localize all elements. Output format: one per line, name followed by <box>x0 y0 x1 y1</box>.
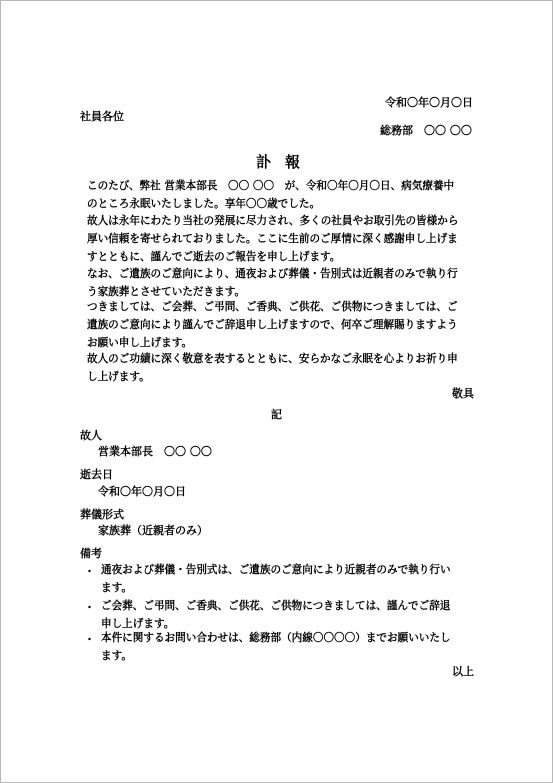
sender: 総務部 〇〇 〇〇 <box>380 124 472 137</box>
ki-heading: 記 <box>271 408 282 421</box>
date-label: 逝去日 <box>80 468 113 481</box>
paragraph-1 <box>87 177 477 213</box>
notes-item-line: ます。 <box>101 582 132 594</box>
notes-item-line: 本件に関するお問い合わせは、総務部（内線〇〇〇〇）までお願いいたし <box>101 632 451 644</box>
notes-item-line: ます。 <box>101 650 132 662</box>
paragraph-line: のところ永眠いたしました。享年〇〇歳でした。 <box>87 198 321 210</box>
paragraph-line: なお、ご遺族のご意向により、通夜および葬儀・告別式は近親者のみで執り行 <box>87 268 458 280</box>
paragraph-line: すとともに、謹んでご逝去のご報告を申し上げます。 <box>87 251 341 263</box>
notes-item <box>101 597 481 633</box>
paragraph-4 <box>87 298 477 352</box>
notes-item <box>101 629 481 665</box>
paragraph-line: し上げます。 <box>87 371 150 383</box>
notes-item-line: 通夜および葬儀・告別式は、ご遺族のご意向により近親者のみで執り行い <box>101 564 451 576</box>
paragraph-3 <box>87 265 477 301</box>
notes-item-line: 申し上げます。 <box>101 618 175 630</box>
paragraph-5 <box>87 350 477 386</box>
ijou-end: 以上 <box>452 665 474 678</box>
paragraph-line: このたび、弊社 営業本部長 〇〇 〇〇 が、令和〇年〇月〇日、病気療養中 <box>87 180 455 192</box>
paragraph-line: 遺族のご意向により謹んでご辞退申し上げますので、何卒ご理解賜りますよう <box>87 319 458 331</box>
paragraph-line: つきましては、ご会葬、ご弔問、ご香典、ご供花、ご供物につきましては、ご <box>87 301 458 313</box>
paragraph-line: 厚い信頼を寄せられておりました。ここに生前のご厚情に深く感謝申し上げま <box>87 233 458 245</box>
paragraph-line: 故人は永年にわたり当社の発展に尽力され、多くの社員やお取引先の皆様から <box>87 215 459 227</box>
notes-item <box>101 561 481 597</box>
bullet-icon: ・ <box>84 633 95 646</box>
date-value: 令和〇年〇月〇日 <box>98 485 186 498</box>
bullet-icon: ・ <box>84 601 95 614</box>
deceased-label: 故人 <box>80 429 102 442</box>
paragraph-line: 故人のご功績に深く敬意を表するとともに、安らかなご永眠を心よりお祈り申 <box>87 353 458 365</box>
document-title: 訃報 <box>256 153 315 171</box>
paragraph-line: お願い申し上げます。 <box>87 337 193 349</box>
deceased-value: 営業本部長 〇〇 〇〇 <box>98 445 212 458</box>
document-date: 令和〇年〇月〇日 <box>385 96 473 109</box>
closing-keigu: 敬具 <box>452 387 474 400</box>
funeral-form-label: 葬儀形式 <box>80 508 124 521</box>
funeral-form-value: 家族葬（近親者のみ） <box>98 524 208 537</box>
paragraph-line: う家族葬とさせていただきます。 <box>87 286 246 298</box>
notes-item-line: ご会葬、ご弔問、ご香典、ご供花、ご供物につきましては、謹んでご辞退 <box>101 600 451 612</box>
paragraph-2 <box>87 212 477 266</box>
recipient: 社員各位 <box>80 110 124 123</box>
bullet-icon: ・ <box>84 565 95 578</box>
notes-label: 備考 <box>80 547 102 560</box>
